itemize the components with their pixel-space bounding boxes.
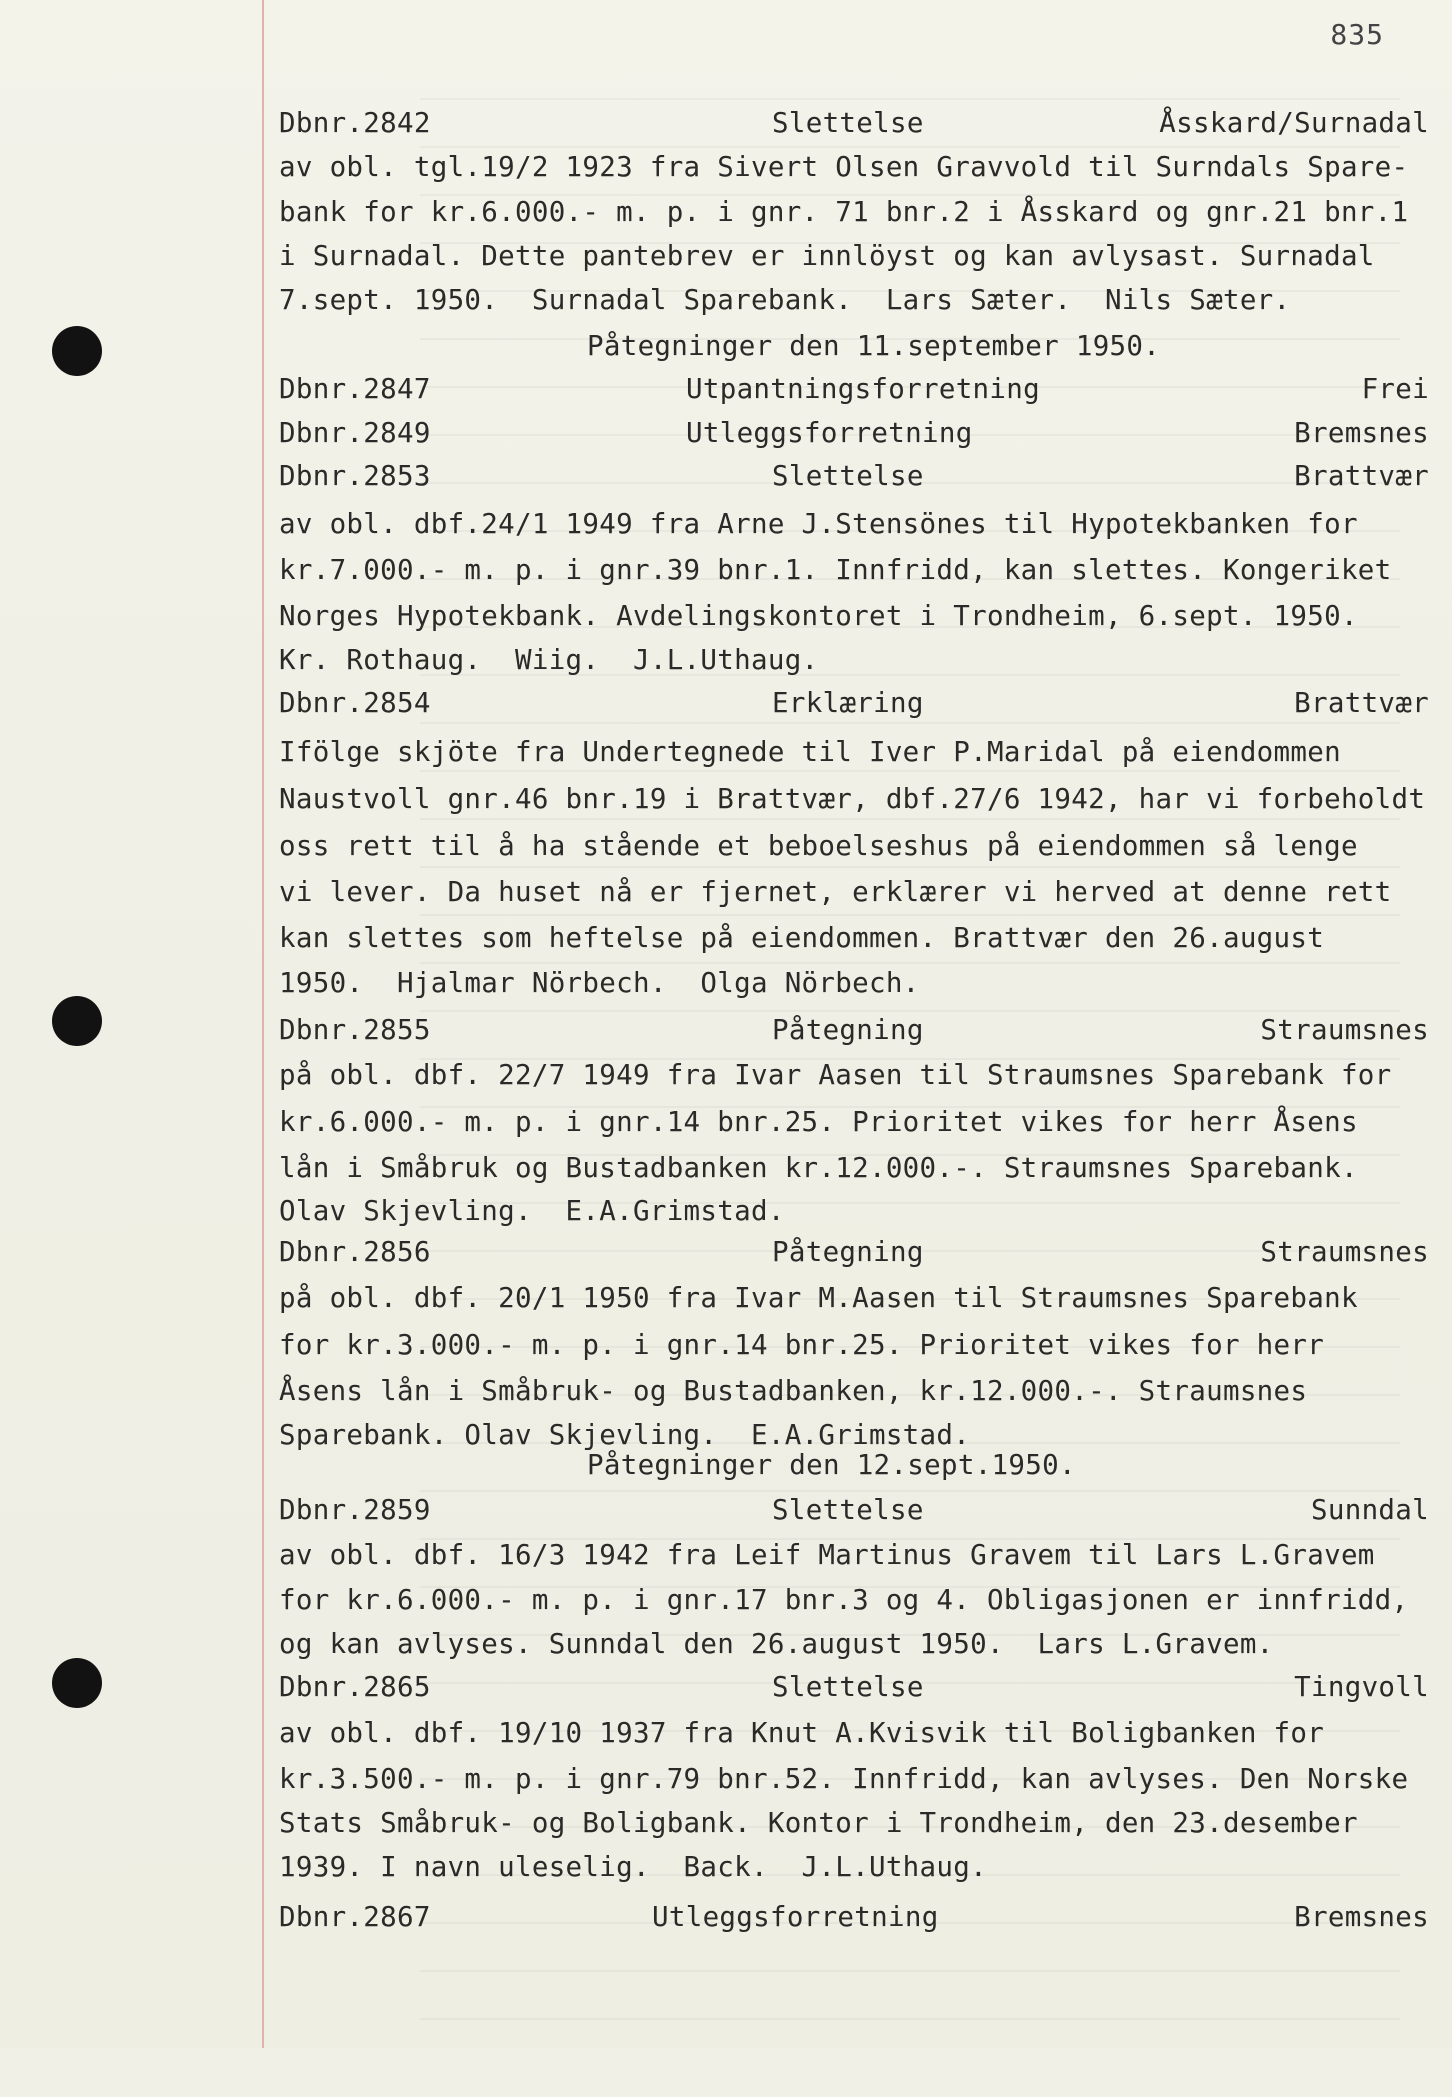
place: Straumsnes [1260, 1236, 1429, 1268]
dbnr: Dbnr.2856 [279, 1236, 431, 1268]
entry-text: på obl. dbf. 20/1 1950 fra Ivar M.Aasen til Straumsnes Sparebank [279, 1282, 1358, 1314]
entry-text: bank for kr.6.000.- m. p. i gnr. 71 bnr.2 i Åsskard og gnr.21 bnr.1 [279, 196, 1409, 228]
entry-text: 1939. I navn uleselig. Back. J.L.Uthaug. [279, 1851, 987, 1883]
entry-type: Erklæring [772, 687, 924, 719]
section-heading: Påtegninger den 12.sept.1950. [587, 1449, 1076, 1481]
entry-header [279, 1010, 1429, 1050]
dbnr: Dbnr.2849 [279, 417, 431, 449]
entry-header [279, 456, 1429, 496]
entry-header [279, 413, 1429, 453]
entry-text: i Surnadal. Dette pantebrev er innlöyst og kan avlysast. Surnadal [279, 240, 1375, 272]
entry-type: Påtegning [772, 1014, 924, 1046]
entry-text: av obl. tgl.19/2 1923 fra Sivert Olsen Gravvold til Surndals Spare- [279, 151, 1409, 183]
entry-header [279, 1667, 1429, 1707]
entry-text: kr.7.000.- m. p. i gnr.39 bnr.1. Innfridd, kan slettes. Kongeriket [279, 554, 1392, 586]
entry-text: lån i Småbruk og Bustadbanken kr.12.000.-. Straumsnes Sparebank. [279, 1152, 1358, 1184]
entry-text: på obl. dbf. 22/7 1949 fra Ivar Aasen til Straumsnes Sparebank for [279, 1059, 1392, 1091]
entry-text: 7.sept. 1950. Surnadal Sparebank. Lars Sæter. Nils Sæter. [279, 284, 1291, 316]
place: Frei [1361, 373, 1429, 405]
place: Bremsnes [1294, 1901, 1429, 1933]
entry-text: Naustvoll gnr.46 bnr.19 i Brattvær, dbf.27/6 1942, har vi forbeholdt [279, 783, 1426, 815]
entry-text: Åsens lån i Småbruk- og Bustadbanken, kr.12.000.-. Straumsnes [279, 1375, 1308, 1407]
dbnr: Dbnr.2859 [279, 1494, 431, 1526]
entry-text: og kan avlyses. Sunndal den 26.august 1950. Lars L.Gravem. [279, 1628, 1274, 1660]
punch-hole [52, 996, 102, 1046]
dbnr: Dbnr.2842 [279, 107, 431, 139]
entry-header [279, 1232, 1429, 1272]
dbnr: Dbnr.2847 [279, 373, 431, 405]
entry-type: Slettelse [772, 1671, 924, 1703]
entry-text: oss rett til å ha stående et beboelseshus på eiendommen så lenge [279, 830, 1358, 862]
dbnr: Dbnr.2854 [279, 687, 431, 719]
entry-type: Slettelse [772, 107, 924, 139]
entry-text: kan slettes som heftelse på eiendommen. Brattvær den 26.august [279, 922, 1325, 954]
place: Straumsnes [1260, 1014, 1429, 1046]
entry-type: Utpantningsforretning [686, 373, 1040, 405]
entry-text: Kr. Rothaug. Wiig. J.L.Uthaug. [279, 644, 819, 676]
dbnr: Dbnr.2865 [279, 1671, 431, 1703]
place: Brattvær [1294, 460, 1429, 492]
margin-rule [262, 0, 264, 2048]
entry-text: av obl. dbf. 19/10 1937 fra Knut A.Kvisvik til Boligbanken for [279, 1717, 1325, 1749]
page-number: 835 [1330, 18, 1384, 51]
entry-text: Norges Hypotekbank. Avdelingskontoret i Trondheim, 6.sept. 1950. [279, 600, 1358, 632]
entry-text: Stats Småbruk- og Boligbank. Kontor i Trondheim, den 23.desember [279, 1807, 1358, 1839]
place: Brattvær [1294, 687, 1429, 719]
entry-text: for kr.3.000.- m. p. i gnr.14 bnr.25. Prioritet vikes for herr [279, 1329, 1325, 1361]
place: Åsskard/Surnadal [1159, 107, 1429, 139]
entry-header [279, 1897, 1429, 1937]
entry-header [279, 103, 1429, 143]
entry-text: for kr.6.000.- m. p. i gnr.17 bnr.3 og 4. Obligasjonen er innfridd, [279, 1584, 1409, 1616]
entry-type: Utleggsforretning [686, 417, 973, 449]
place: Tingvoll [1294, 1671, 1429, 1703]
entry-type: Slettelse [772, 1494, 924, 1526]
entry-header [279, 369, 1429, 409]
entry-text: Olav Skjevling. E.A.Grimstad. [279, 1195, 785, 1227]
entry-text: 1950. Hjalmar Nörbech. Olga Nörbech. [279, 967, 920, 999]
dbnr: Dbnr.2855 [279, 1014, 431, 1046]
entry-text: vi lever. Da huset nå er fjernet, erklærer vi herved at denne rett [279, 876, 1392, 908]
entry-text: Ifölge skjöte fra Undertegnede til Iver P.Maridal på eiendommen [279, 736, 1341, 768]
entry-type: Slettelse [772, 460, 924, 492]
punch-hole [52, 1658, 102, 1708]
entry-text: av obl. dbf.24/1 1949 fra Arne J.Stensönes til Hypotekbanken for [279, 508, 1358, 540]
place: Sunndal [1311, 1494, 1429, 1526]
punch-hole [52, 326, 102, 376]
dbnr: Dbnr.2867 [279, 1901, 431, 1933]
place: Bremsnes [1294, 417, 1429, 449]
entry-text: Sparebank. Olav Skjevling. E.A.Grimstad. [279, 1419, 971, 1451]
dbnr: Dbnr.2853 [279, 460, 431, 492]
entry-type: Utleggsforretning [652, 1901, 939, 1933]
entry-type: Påtegning [772, 1236, 924, 1268]
section-heading: Påtegninger den 11.september 1950. [587, 330, 1161, 362]
entry-text: av obl. dbf. 16/3 1942 fra Leif Martinus Gravem til Lars L.Gravem [279, 1539, 1375, 1571]
entry-text: kr.3.500.- m. p. i gnr.79 bnr.52. Innfridd, kan avlyses. Den Norske [279, 1763, 1409, 1795]
entry-text: kr.6.000.- m. p. i gnr.14 bnr.25. Prioritet vikes for herr Åsens [279, 1106, 1358, 1138]
entry-header [279, 683, 1429, 723]
entry-header [279, 1490, 1429, 1530]
